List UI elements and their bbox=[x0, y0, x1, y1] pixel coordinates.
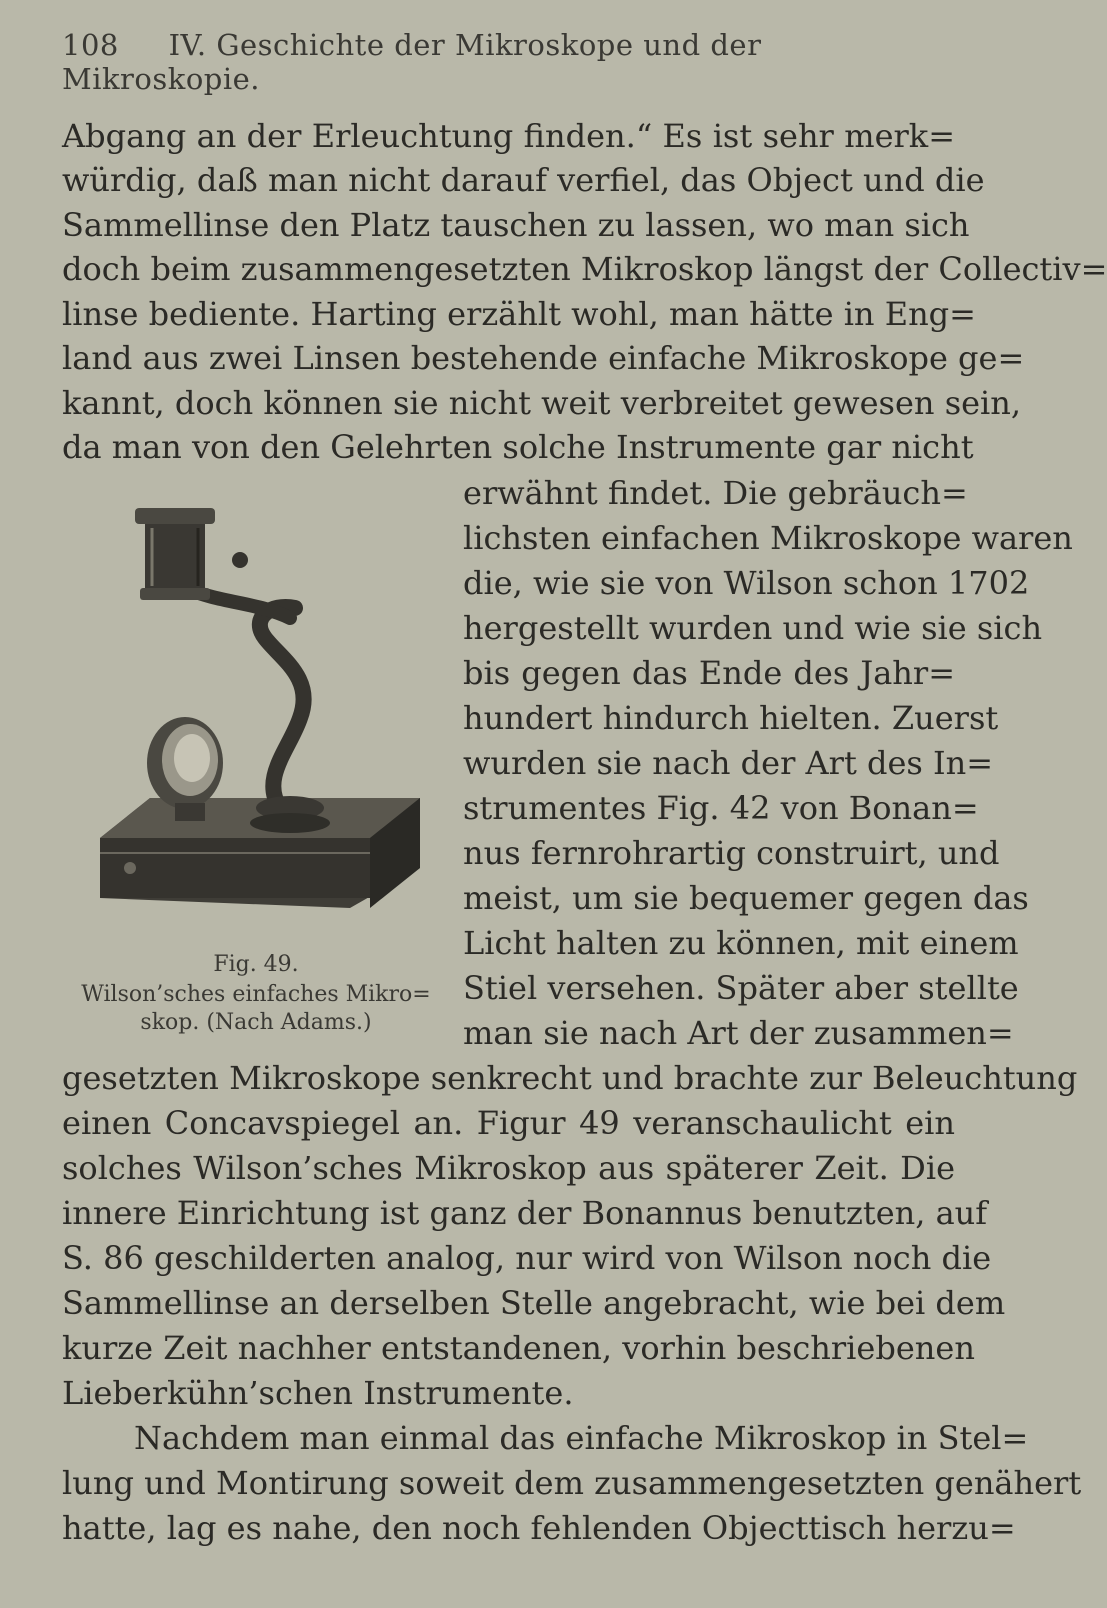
text-line: land aus zwei Linsen bestehende einfache Mikroskope ge= bbox=[62, 339, 1025, 377]
page-header bbox=[62, 28, 942, 96]
text-line: Stiel versehen. Später aber stellte bbox=[463, 969, 1019, 1007]
text-line: würdig, daß man nicht darauf verfiel, das Object und die bbox=[62, 161, 985, 199]
text-line: S. 86 geschilderten analog, nur wird von Wilson noch die bbox=[62, 1239, 992, 1277]
text-line: hundert hindurch hielten. Zuerst bbox=[463, 699, 999, 737]
text-line: einen Concavspiegel an. Figur 49 veranschaulicht ein bbox=[62, 1104, 955, 1142]
running-title: IV. Geschichte der Mikroskope und der Mikroskopie. bbox=[62, 28, 762, 96]
text-line: gesetzten Mikroskope senkrecht und brachte zur Beleuchtung bbox=[62, 1059, 1078, 1097]
text-line: linse bediente. Harting erzählt wohl, man hätte in Eng= bbox=[62, 295, 976, 333]
text-line: erwähnt findet. Die gebräuch= bbox=[463, 474, 968, 512]
figure-caption-line: Wilson’sches einfaches Mikro= bbox=[81, 982, 431, 1007]
figure-caption-line: skop. (Nach Adams.) bbox=[140, 1010, 372, 1035]
text-line: Sammellinse an derselben Stelle angebracht, wie bei dem bbox=[62, 1284, 1006, 1322]
text-line: man sie nach Art der zusammen= bbox=[463, 1014, 1014, 1052]
page-number: 108 bbox=[62, 28, 119, 62]
text-line: solches Wilson’sches Mikroskop aus späterer Zeit. Die bbox=[62, 1149, 955, 1187]
text-line: da man von den Gelehrten solche Instrumente gar nicht bbox=[62, 428, 974, 466]
text-line: Licht halten zu können, mit einem bbox=[463, 924, 1019, 962]
text-line: lichsten einfachen Mikroskope waren bbox=[463, 519, 1073, 557]
text-line: kannt, doch können sie nicht weit verbreitet gewesen sein, bbox=[62, 384, 1022, 422]
text-line: innere Einrichtung ist ganz der Bonannus benutzten, auf bbox=[62, 1194, 988, 1232]
text-line: die, wie sie von Wilson schon 1702 bbox=[463, 564, 1030, 602]
text-line: hatte, lag es nahe, den noch fehlenden Objecttisch herzu= bbox=[62, 1509, 1016, 1547]
text-line: doch beim zusammengesetzten Mikroskop längst der Collectiv= bbox=[62, 250, 1107, 288]
text-line: strumentes Fig. 42 von Bonan= bbox=[463, 789, 979, 827]
text-line: Lieberkühn’schen Instrumente. bbox=[62, 1374, 574, 1412]
text-line: Nachdem man einmal das einfache Mikroskop in Stel= bbox=[134, 1419, 1029, 1457]
text-line: Sammellinse den Platz tauschen zu lassen, wo man sich bbox=[62, 206, 970, 244]
text-line: Abgang an der Erleuchtung finden.“ Es ist sehr merk= bbox=[62, 117, 955, 155]
figure-label: Fig. 49. bbox=[213, 952, 299, 977]
text-line: nus fernrohrartig construirt, und bbox=[463, 834, 1000, 872]
text-line: kurze Zeit nachher entstandenen, vorhin beschriebenen bbox=[62, 1329, 975, 1367]
text-line: meist, um sie bequemer gegen das bbox=[463, 879, 1029, 917]
microscope-illustration bbox=[90, 508, 430, 948]
text-line: wurden sie nach der Art des In= bbox=[463, 744, 994, 782]
text-line: lung und Montirung soweit dem zusammengesetzten genähert bbox=[62, 1464, 1082, 1502]
text-line: bis gegen das Ende des Jahr= bbox=[463, 654, 955, 692]
text-line: hergestellt wurden und wie sie sich bbox=[463, 609, 1043, 647]
